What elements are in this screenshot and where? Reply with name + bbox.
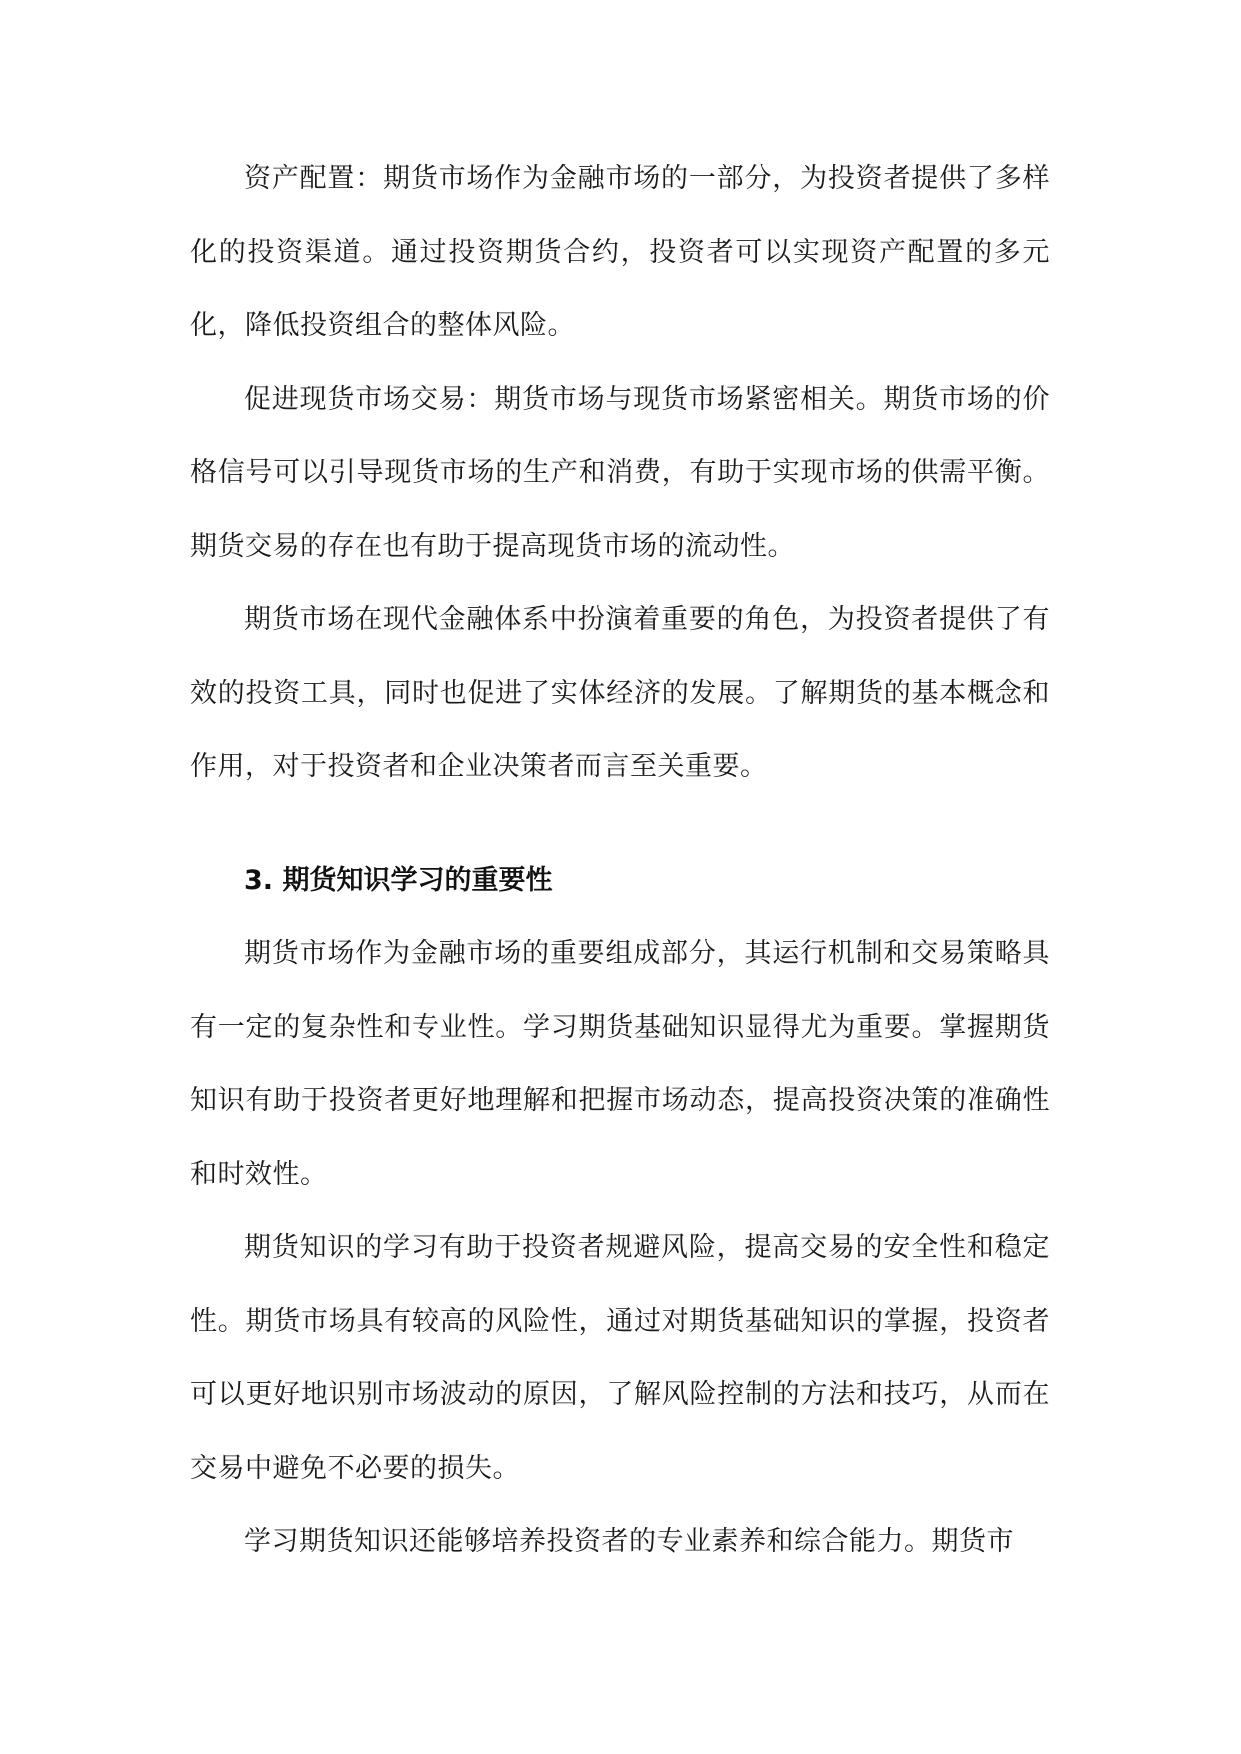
paragraph-risk-avoidance: 期货知识的学习有助于投资者规避风险，提高交易的安全性和稳定性。期货市场具有较高的风险性，通过对期货基础知识的掌握，投资者可以更好地识别市场波动的原因，了解风险控制的方法和技巧，从而在交易中避免不必要的损失。 xyxy=(190,1232,1050,1484)
section-spacer xyxy=(190,804,1050,844)
section-heading: 3. 期货知识学习的重要性 xyxy=(244,864,553,896)
paragraph-financial-system-role: 期货市场在现代金融体系中扮演着重要的角色，为投资者提供了有效的投资工具，同时也促进了实体经济的发展。了解期货的基本概念和作用，对于投资者和企业决策者而言至关重要。 xyxy=(190,604,1050,782)
paragraph-asset-allocation: 资产配置：期货市场作为金融市场的一部分，为投资者提供了多样化的投资渠道。通过投资期货合约，投资者可以实现资产配置的多元化，降低投资组合的整体风险。 xyxy=(190,163,1050,341)
document-body xyxy=(190,142,1050,1579)
paragraph-professional-skills: 学习期货知识还能够培养投资者的专业素养和综合能力。期货市 xyxy=(244,1526,1014,1557)
paragraph-importance: 期货市场作为金融市场的重要组成部分，其运行机制和交易策略具有一定的复杂性和专业性。学习期货基础知识显得尤为重要。掌握期货知识有助于投资者更好地理解和把握市场动态，提高投资决策的准确性和时效性。 xyxy=(190,938,1050,1190)
paragraph-spot-market: 促进现货市场交易：期货市场与现货市场紧密相关。期货市场的价格信号可以引导现货市场的生产和消费，有助于实现市场的供需平衡。期货交易的存在也有助于提高现货市场的流动性。 xyxy=(190,383,1050,562)
